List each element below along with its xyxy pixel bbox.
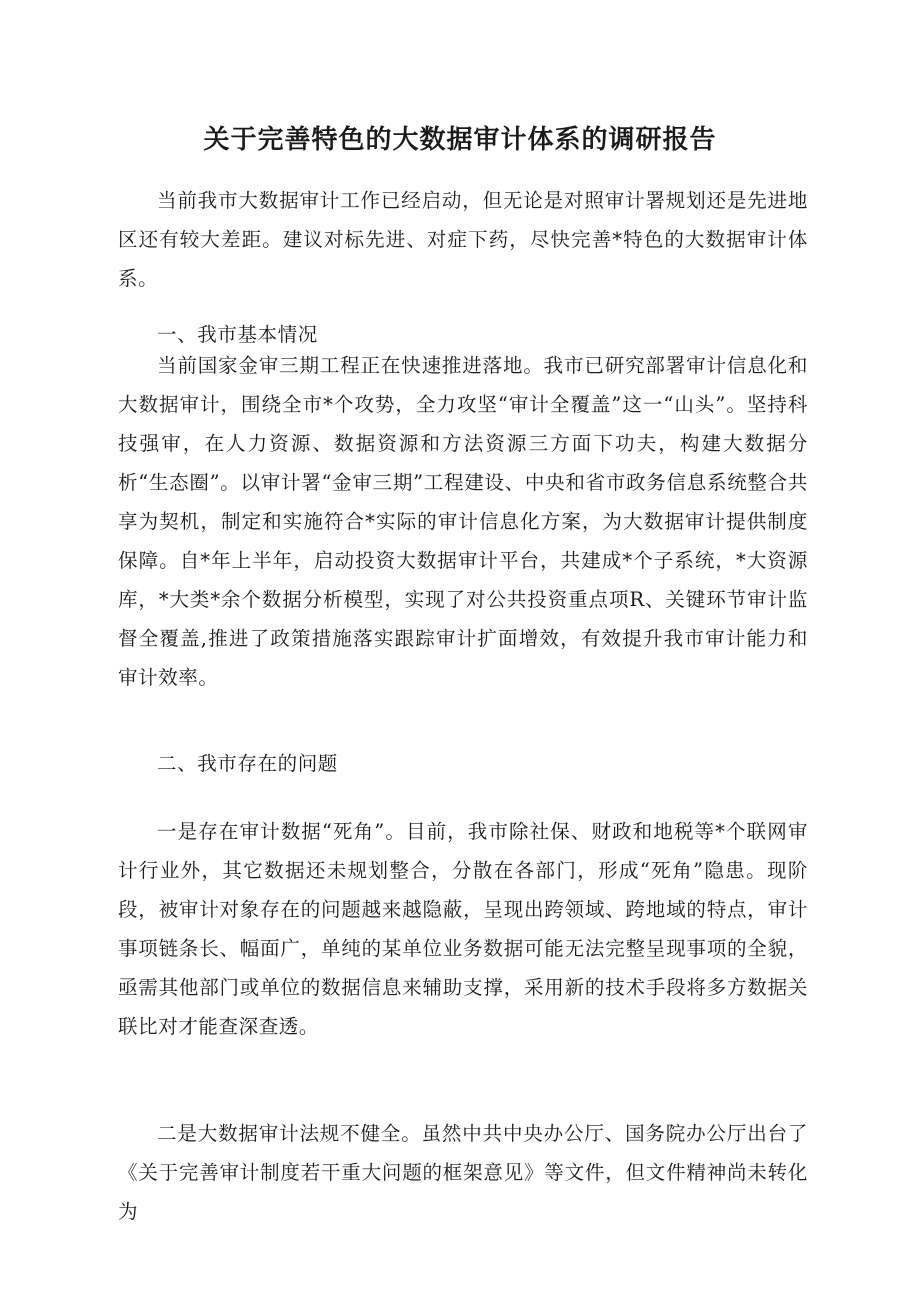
section-heading-problems: 二、我市存在的问题 xyxy=(157,752,338,775)
document-title: 关于完善特色的大数据审计体系的调研报告 xyxy=(203,125,717,156)
intro-paragraph: 当前我市大数据审计工作已经启动，但无论是对照审计署规划还是先进地区还有较大差距。建议对标先进、对症下药，尽快完善*特色的大数据审计体系。 xyxy=(118,189,808,290)
basic-situation-paragraph: 当前国家金审三期工程正在快速推进落地。我市已研究部署审计信息化和大数据审计，围绕全市*个攻势，全力攻坚“审计全覆盖”这一“山头”。坚持科技强审，在人力资源、数据资源和方法资源三方面下功夫，构建大数据分析“生态圈”。以审计署“金审三期”工程建设、中央和省市政务信息系统整合共享为契机，制定和实施符合*实际的审计信息化方案，为大数据审计提供制度保障。自*年上半年，启动投资大数据审计平台，共建成*个子系统，*大资源库，*大类*余个数据分析模型，实现了对公共投资重点项R、关键环节审计监督全覆盖,推进了政策措施落实跟踪审计扩面增效，有效提升我市审计能力和审计效率。 xyxy=(118,354,808,689)
problem-one-paragraph: 一是存在审计数据“死角”。目前，我市除社保、财政和地税等*个联网审计行业外，其它数据还未规划整合，分散在各部门，形成“死角”隐患。现阶段，被审计对象存在的问题越来越隐蔽，呈现出跨领域、跨地域的特点，审计事项链条长、幅面广，单纯的某单位业务数据可能无法完整呈现事项的全貌，亟需其他部门或单位的数据信息来辅助支撑，采用新的技术手段将多方数据关联比对才能查深查透。 xyxy=(118,820,808,1038)
section-heading-basic-situation: 一、我市基本情况 xyxy=(157,323,318,346)
problem-two-paragraph: 二是大数据审计法规不健全。虽然中共中央办公厅、国务院办公厅出台了《关于完善审计制度若干重大问题的框架意见》等文件，但文件精神尚未转化为 xyxy=(118,1122,808,1223)
